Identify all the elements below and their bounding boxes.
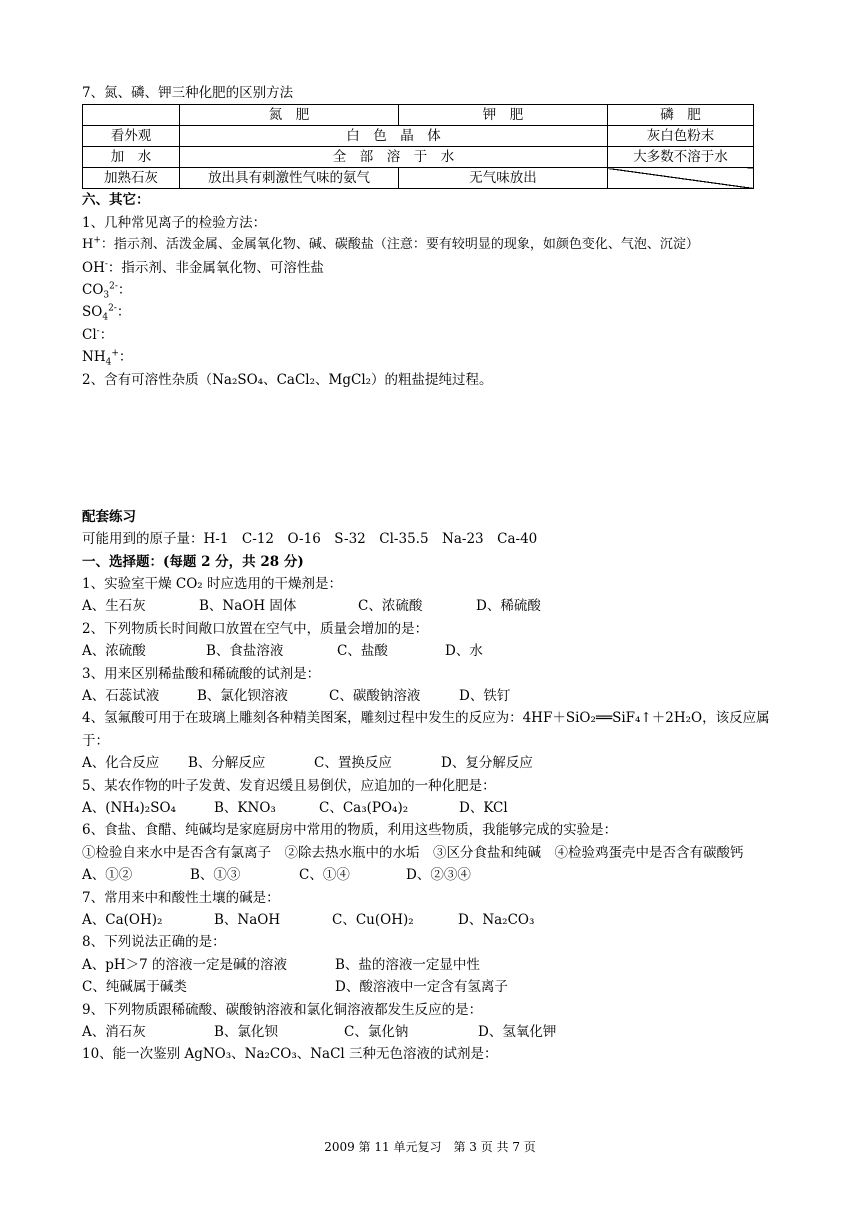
option: A、(NH₄)₂SO₄ — [82, 800, 176, 817]
option: C、浓硫酸 — [358, 598, 423, 615]
row-label: 加熟石灰 — [83, 168, 180, 189]
option: A、消石灰 — [82, 1023, 146, 1040]
question-stem: 7、常用来中和酸性土壤的碱是： — [82, 889, 280, 906]
option: D、稀硫酸 — [476, 598, 541, 615]
section-title: 一、选择题：(每题 2 分，共 28 分) — [82, 553, 304, 570]
page-content — [82, 82, 782, 1066]
options-row — [82, 685, 782, 707]
ion-line: $NH_4^+$： — [82, 348, 133, 368]
ion-line: $CO_3^{2-}$： — [82, 281, 132, 301]
option: B、KNO₃ — [214, 800, 276, 817]
table-cell: 大多数不溶于水 — [608, 147, 754, 168]
question-stem: 10、能一次鉴别 AgNO₃、Na₂CO₃、NaCl 三种无色溶液的试剂是： — [82, 1046, 498, 1063]
option: D、KCl — [459, 800, 508, 817]
ion-line: H+：指示剂、活泼金属、金属氧化物、碱、碳酸盐（注意：要有较明显的现象，如颜色变化、气泡、沉淀） — [82, 235, 699, 253]
option: C、纯碱属于碱类 — [82, 979, 187, 996]
option: C、置换反应 — [314, 755, 392, 772]
option: D、②③④ — [406, 867, 471, 884]
question-stem: 2、下列物质长时间敞口放置在空气中，质量会增加的是： — [82, 620, 429, 637]
question-stem: 1、实验室干燥 CO₂ 时应选用的干燥剂是： — [82, 576, 342, 593]
fertilizer-table — [82, 104, 754, 189]
table-row — [83, 147, 754, 168]
option: A、石蕊试液 — [82, 688, 160, 705]
table-header-cell — [83, 105, 180, 126]
table-cell: 放出具有刺激性气味的氨气 — [180, 168, 399, 189]
row-label: 加 水 — [83, 147, 180, 168]
option: D、铁钉 — [459, 688, 511, 705]
option: B、NaOH 固体 — [199, 598, 297, 615]
options-row — [82, 864, 782, 886]
ion-line: Cl-： — [82, 326, 114, 343]
question-statements: ①检验自来水中是否含有氯离子 ②除去热水瓶中的水垢 ③区分食盐和纯碱 ④检验鸡蛋壳中是否含有碳酸钙 — [82, 844, 744, 861]
option: C、盐酸 — [337, 643, 388, 660]
option: D、水 — [445, 643, 483, 660]
option: D、氢氧化钾 — [478, 1023, 557, 1040]
table-row — [83, 126, 754, 147]
option: A、①② — [82, 867, 133, 884]
table-header-cell: 磷 肥 — [608, 105, 754, 126]
options-row — [82, 595, 782, 617]
row-label: 看外观 — [83, 126, 180, 147]
table-header-cell: 钾 肥 — [399, 105, 608, 126]
option: B、①③ — [190, 867, 241, 884]
option: A、pH＞7 的溶液一定是碱的溶液 — [82, 956, 288, 973]
table-cell: 无气味放出 — [399, 168, 608, 189]
question-stem: 8、下列说法正确的是： — [82, 934, 226, 951]
question-stem: 4、氢氟酸可用于在玻璃上雕刻各种精美图案，雕刻过程中发生的反应为：4HF＋SiO₂══SiF₄↑＋2H₂O，该反应属于： — [82, 710, 770, 749]
options-row — [82, 954, 782, 976]
fertilizer-title: 7、氮、磷、钾三种化肥的区别方法 — [82, 85, 294, 101]
ion-test-title: 1、几种常见离子的检验方法： — [82, 214, 267, 231]
question-stem: 6、食盐、食醋、纯碱均是家庭厨房中常用的物质，利用这些物质，我能够完成的实验是： — [82, 822, 618, 839]
option: C、Ca₃(PO₄)₂ — [319, 800, 409, 817]
section-heading: 六、其它： — [82, 192, 150, 209]
option: D、Na₂CO₃ — [458, 911, 535, 928]
table-header-cell: 氮 肥 — [180, 105, 399, 126]
options-row — [82, 752, 782, 774]
practice-heading: 配套练习 — [82, 508, 136, 525]
option: D、酸溶液中一定含有氢离子 — [335, 979, 508, 996]
option: A、生石灰 — [82, 598, 146, 615]
question-stem: 9、下列物质跟稀硫酸、碳酸钠溶液和氯化铜溶液都发生反应的是： — [82, 1001, 483, 1018]
option: C、氯化钠 — [344, 1023, 409, 1040]
table-header-row — [83, 105, 754, 126]
question-stem: 3、用来区别稀盐酸和稀硫酸的试剂是： — [82, 665, 321, 682]
option: D、复分解反应 — [441, 755, 533, 772]
options-row — [82, 1021, 782, 1043]
table-cell: 灰白色粉末 — [608, 126, 754, 147]
options-row — [82, 640, 782, 662]
options-row — [82, 976, 782, 998]
options-row — [82, 797, 782, 819]
option: B、盐的溶液一定显中性 — [335, 956, 480, 973]
table-cell: 全 部 溶 于 水 — [180, 147, 608, 168]
page-footer: 2009 第 11 单元复习 第 3 页 共 7 页 — [324, 1140, 536, 1154]
question-stem: 5、某农作物的叶子发黄、发育迟缓且易倒伏，应追加的一种化肥是： — [82, 777, 496, 794]
ion-line: OH-：指示剂、非金属氧化物、可溶性盐 — [82, 259, 324, 276]
table-row — [83, 168, 754, 189]
option: B、氯化钡 — [214, 1023, 278, 1040]
ion-line: $SO_4^{2-}$： — [82, 303, 131, 324]
option: B、NaOH — [214, 911, 281, 928]
option: A、浓硫酸 — [82, 643, 146, 660]
option: B、食盐溶液 — [206, 643, 284, 660]
options-row — [82, 909, 782, 931]
atomic-masses: 可能用到的原子量：H-1 C-12 O-16 S-32 Cl-35.5 Na-23 Ca-40 — [82, 531, 538, 548]
option: A、化合反应 — [82, 755, 160, 772]
answer-space — [82, 391, 782, 506]
salt-purification-question: 2、含有可溶性杂质（Na₂SO₄、CaCl₂、MgCl₂）的粗盐提纯过程。 — [82, 371, 493, 388]
option: C、Cu(OH)₂ — [332, 911, 414, 928]
option: C、碳酸钠溶液 — [329, 688, 421, 705]
diagonal-cell — [608, 168, 754, 189]
option: C、①④ — [299, 867, 350, 884]
option: A、Ca(OH)₂ — [82, 911, 163, 928]
table-cell: 白 色 晶 体 — [180, 126, 608, 147]
option: B、分解反应 — [188, 755, 266, 772]
option: B、氯化钡溶液 — [197, 688, 288, 705]
